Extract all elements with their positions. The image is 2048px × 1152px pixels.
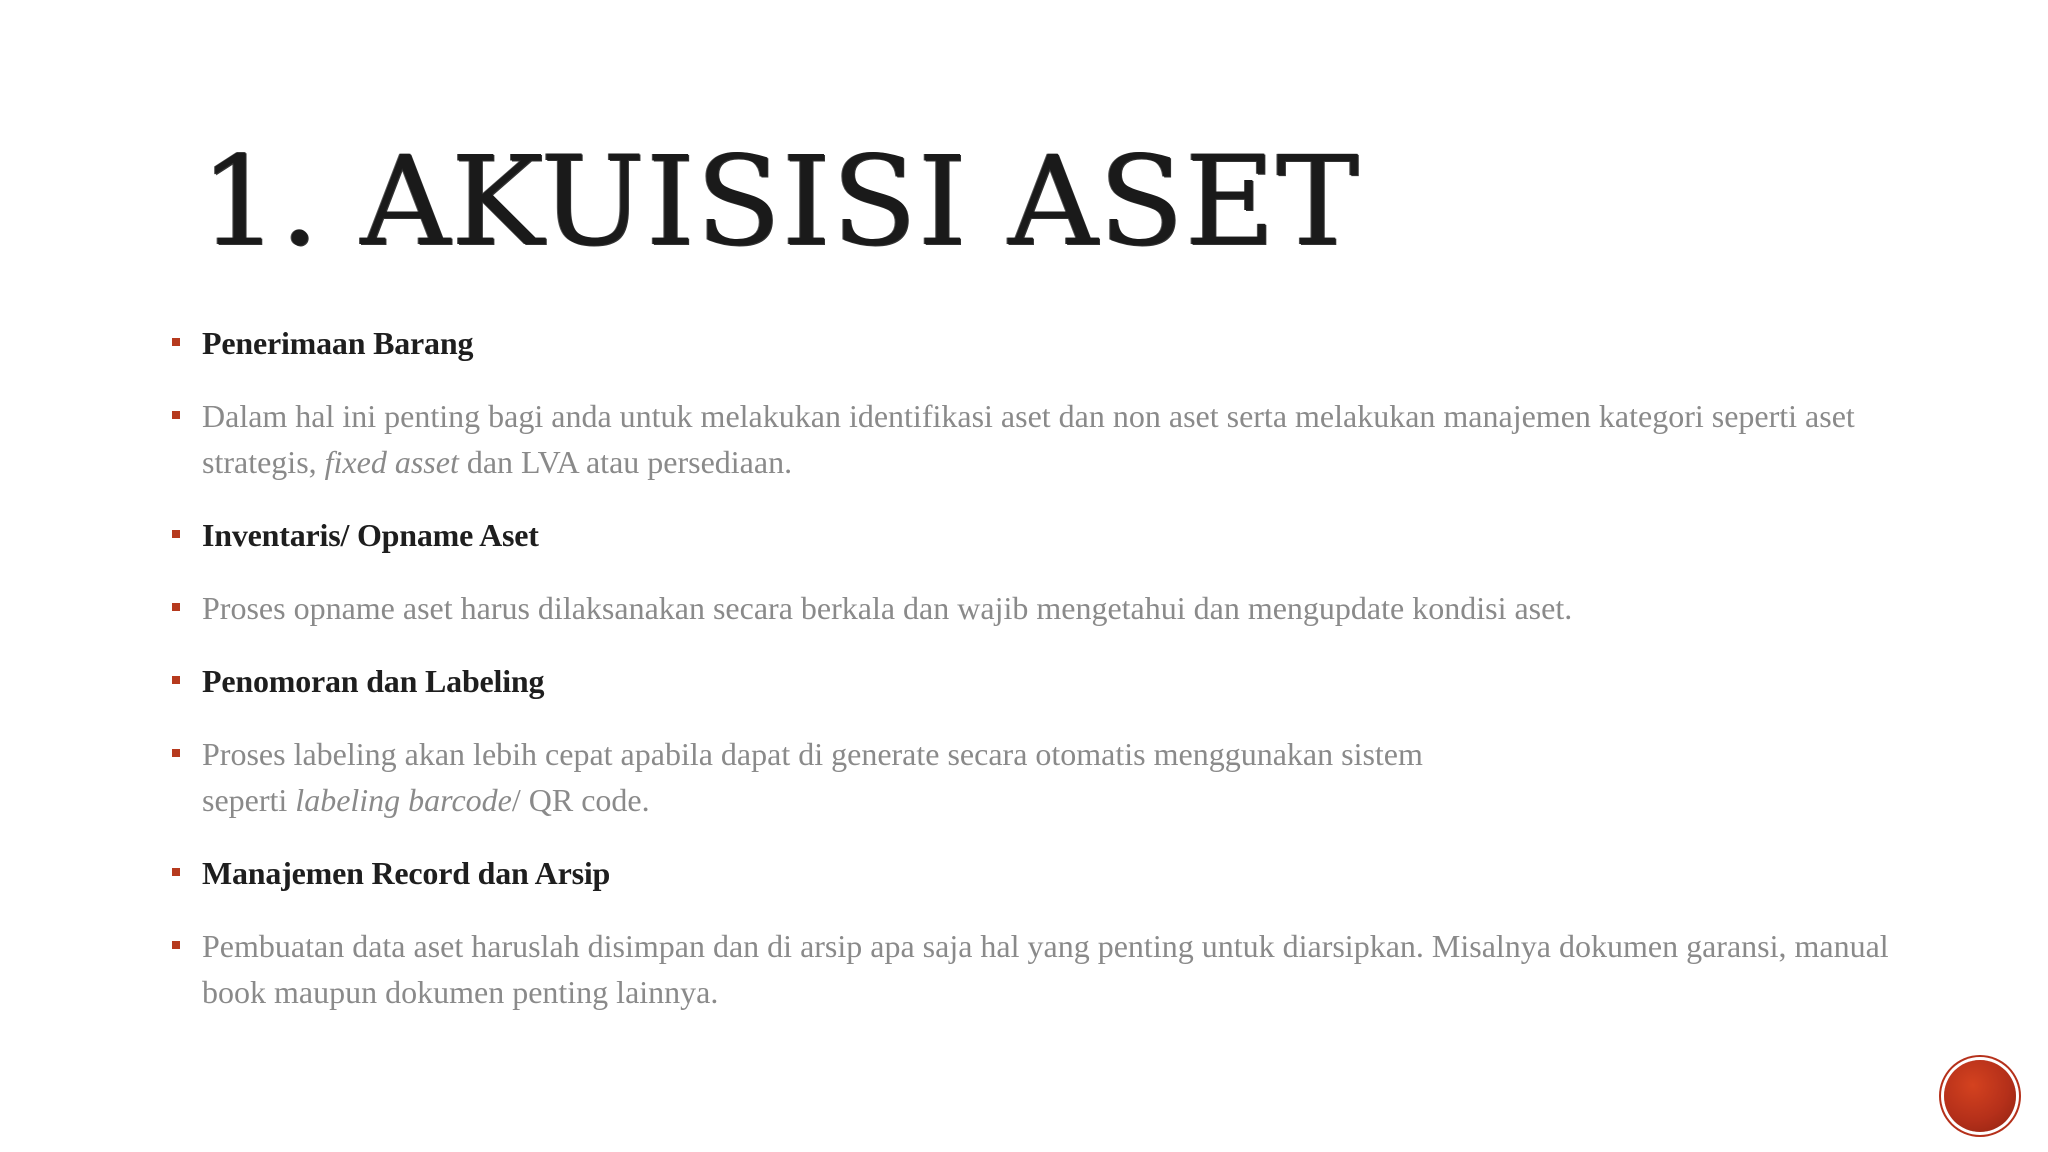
bullet-heading: Penerimaan Barang [202,325,474,361]
bullet-text: Proses opname aset harus dilaksanakan secara berkala dan wajib mengetahui dan mengupdate kondisi aset. [202,590,1573,626]
slide-number-badge [1944,1060,2016,1132]
bullet-item-penomoran-labeling [170,658,1890,704]
bullet-item-manajemen-desc [170,923,1890,1015]
bullet-text: Pembuatan data aset haruslah disimpan dan di arsip apa saja hal yang penting untuk diarsipkan. Misalnya dokumen garansi, manual book maupun dokumen penting lainnya. [202,928,1889,1010]
bullet-item-penerimaan-desc [170,393,1890,485]
square-bullet-icon [172,530,180,538]
bullet-item-inventaris-opname [170,512,1890,558]
bullet-item-manajemen-record [170,850,1890,896]
bullet-text: dan LVA atau persediaan. [458,444,793,480]
bullet-item-penerimaan-barang [170,320,1890,366]
bullet-text: seperti [202,782,296,818]
bullet-heading: Penomoran dan Labeling [202,663,545,699]
bullet-text: / QR code. [511,782,650,818]
bullet-text: Proses labeling akan lebih cepat apabila dapat di generate secara otomatis menggunakan sistem [202,736,1423,772]
square-bullet-icon [172,749,180,757]
square-bullet-icon [172,603,180,611]
square-bullet-icon [172,868,180,876]
bullet-item-inventaris-desc [170,585,1890,631]
square-bullet-icon [172,676,180,684]
bullet-italic-text: fixed asset [324,444,459,480]
bullet-heading: Inventaris/ Opname Aset [202,517,539,553]
slide-title: 1. AKUISISI ASET [200,130,1360,274]
bullet-list [170,320,1890,1042]
bullet-heading: Manajemen Record dan Arsip [202,855,611,891]
square-bullet-icon [172,338,180,346]
square-bullet-icon [172,411,180,419]
bullet-italic-text: labeling barcode [295,782,512,818]
square-bullet-icon [172,941,180,949]
bullet-text: Dalam hal ini penting bagi anda untuk melakukan identifikasi aset dan non aset serta melakukan manajemen kategori seperti aset strategis, [202,398,1855,480]
bullet-item-penomoran-desc [170,731,1890,823]
